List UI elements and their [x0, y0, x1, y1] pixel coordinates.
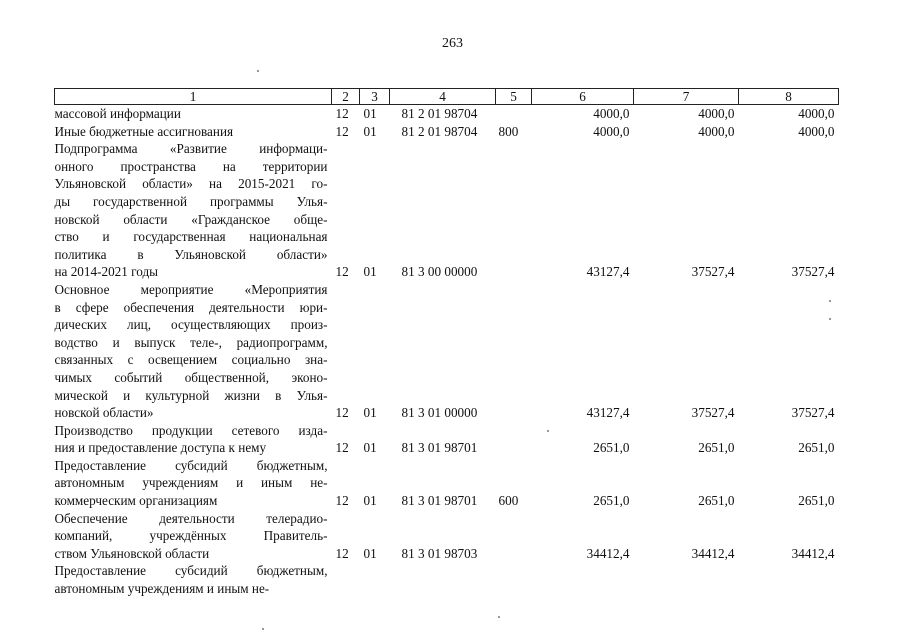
row-name-line: Основное мероприятие «Мероприятия — [54, 281, 328, 297]
budget-table — [54, 88, 839, 598]
amount-2019-cell: 34412,4 — [586, 545, 630, 561]
table-row — [55, 510, 839, 563]
expense-type-cell — [496, 562, 532, 597]
row-name-cell — [55, 281, 332, 422]
amount-2021-cell: 4000,0 — [798, 106, 835, 121]
column-header: 7 — [634, 89, 739, 105]
row-name-line: Предоставление субсидий бюджетным, — [54, 457, 328, 473]
row-name-line: чимых событий общественной, эконо- — [54, 369, 328, 385]
row-name-line: новской области» — [54, 405, 154, 421]
razdel-cell — [332, 562, 360, 597]
podrazdel-cell: 01 — [363, 106, 377, 121]
row-name-line: онного пространства на территории — [54, 158, 328, 174]
amount-2020-cell — [634, 562, 739, 597]
amount-2019-cell: 43127,4 — [586, 405, 630, 421]
expense-type-cell — [496, 422, 532, 457]
row-name-line: массовой информации — [54, 106, 181, 121]
row-name-line: Ульяновской области» на 2015-2021 го- — [54, 176, 328, 192]
row-name-cell — [55, 140, 332, 281]
target-article-cell: 81 3 00 00000 — [401, 264, 478, 280]
column-header: 5 — [496, 89, 532, 105]
target-article-cell: 81 2 01 98704 — [401, 106, 478, 121]
amount-2021-cell: 4000,0 — [798, 123, 835, 139]
row-name-line: Обеспечение деятельности телерадио- — [54, 510, 328, 526]
scan-speck — [829, 318, 831, 320]
row-name-line: на 2014-2021 годы — [54, 264, 159, 280]
scan-speck — [498, 616, 500, 618]
target-article-cell: 81 2 01 98704 — [401, 123, 478, 139]
amount-2021-cell — [739, 562, 839, 597]
podrazdel-cell — [360, 562, 390, 597]
table-header-row — [55, 89, 839, 105]
column-header: 6 — [532, 89, 634, 105]
row-name-cell — [55, 105, 332, 123]
amount-2020-cell: 4000,0 — [698, 123, 735, 139]
podrazdel-cell: 01 — [363, 493, 377, 509]
podrazdel-cell: 01 — [363, 264, 377, 280]
column-header: 1 — [55, 89, 332, 105]
amount-2021-cell: 34412,4 — [791, 545, 835, 561]
table-row — [55, 140, 839, 281]
expense-type-cell — [496, 510, 532, 563]
table-body — [55, 105, 839, 598]
row-name-line: Производство продукции сетевого изда- — [54, 422, 328, 438]
amount-2021-cell: 2651,0 — [798, 493, 835, 509]
row-name-line: Иные бюджетные ассигнования — [54, 123, 234, 139]
target-article-cell: 81 3 01 98703 — [401, 545, 478, 561]
target-article-cell — [390, 562, 496, 597]
razdel-cell: 12 — [335, 264, 349, 280]
target-article-cell: 81 3 01 98701 — [401, 440, 478, 456]
row-name-line: автономным учреждениям и иным не- — [54, 475, 328, 491]
scan-speck — [257, 70, 259, 72]
amount-2019-cell: 4000,0 — [593, 106, 630, 121]
target-article-cell: 81 3 01 98701 — [401, 493, 478, 509]
page-number: 263 — [442, 36, 463, 51]
expense-type-cell: 800 — [498, 123, 519, 139]
amount-2020-cell: 37527,4 — [691, 405, 735, 421]
amount-2020-cell: 37527,4 — [691, 264, 735, 280]
row-name-line: водство и выпуск теле-, радиопрограмм, — [54, 334, 328, 350]
table-row — [55, 562, 839, 597]
scan-speck — [829, 300, 831, 302]
table-row — [55, 123, 839, 141]
row-name-cell — [55, 123, 332, 141]
razdel-cell: 12 — [335, 493, 349, 509]
amount-2020-cell: 4000,0 — [698, 106, 735, 121]
razdel-cell: 12 — [335, 440, 349, 456]
row-name-line: новской области «Гражданское обще- — [54, 211, 328, 227]
razdel-cell: 12 — [335, 405, 349, 421]
column-header: 4 — [390, 89, 496, 105]
row-name-line: Предоставление субсидий бюджетным, — [54, 563, 328, 579]
table-row — [55, 422, 839, 457]
row-name-line: компаний, учреждённых Правитель- — [54, 528, 328, 544]
table-row — [55, 281, 839, 422]
podrazdel-cell: 01 — [363, 545, 377, 561]
column-header: 8 — [739, 89, 839, 105]
razdel-cell: 12 — [335, 123, 349, 139]
amount-2019-cell: 43127,4 — [586, 264, 630, 280]
expense-type-cell — [496, 281, 532, 422]
row-name-line: политика в Ульяновской области» — [54, 246, 328, 262]
expense-type-cell — [496, 140, 532, 281]
razdel-cell: 12 — [335, 545, 349, 561]
row-name-line: ния и предоставление доступа к нему — [54, 440, 267, 456]
row-name-line: ство и государственная национальная — [54, 229, 328, 245]
podrazdel-cell: 01 — [363, 123, 377, 139]
row-name-line: в сфере обеспечения деятельности юри- — [54, 299, 328, 315]
amount-2019-cell: 2651,0 — [593, 440, 630, 456]
expense-type-cell — [496, 105, 532, 123]
column-header: 2 — [332, 89, 360, 105]
row-name-line: Подпрограмма «Развитие информаци- — [54, 141, 328, 157]
row-name-line: дических лиц, осуществляющих произ- — [54, 317, 328, 333]
scan-speck — [262, 628, 264, 630]
row-name-line: коммерческим организациям — [54, 493, 218, 509]
podrazdel-cell: 01 — [363, 405, 377, 421]
row-name-cell — [55, 562, 332, 597]
row-name-cell — [55, 422, 332, 457]
row-name-line: автономным учреждениям и иным не- — [54, 581, 270, 597]
row-name-cell — [55, 510, 332, 563]
table-row — [55, 105, 839, 123]
razdel-cell: 12 — [335, 106, 349, 121]
amount-2020-cell: 2651,0 — [698, 493, 735, 509]
podrazdel-cell: 01 — [363, 440, 377, 456]
amount-2019-cell: 4000,0 — [593, 123, 630, 139]
amount-2021-cell: 2651,0 — [798, 440, 835, 456]
row-name-line: связанных с освещением социально зна- — [54, 352, 328, 368]
scan-speck — [547, 430, 549, 432]
row-name-cell — [55, 457, 332, 510]
target-article-cell: 81 3 01 00000 — [401, 405, 478, 421]
amount-2019-cell: 2651,0 — [593, 493, 630, 509]
amount-2021-cell: 37527,4 — [791, 405, 835, 421]
row-name-line: ды государственной программы Улья- — [54, 193, 328, 209]
row-name-line: ством Ульяновской области — [54, 545, 210, 561]
amount-2021-cell: 37527,4 — [791, 264, 835, 280]
row-name-line: мической и культурной жизни в Улья- — [54, 387, 328, 403]
amount-2020-cell: 2651,0 — [698, 440, 735, 456]
amount-2019-cell — [532, 562, 634, 597]
expense-type-cell: 600 — [498, 493, 519, 509]
column-header: 3 — [360, 89, 390, 105]
amount-2020-cell: 34412,4 — [691, 545, 735, 561]
table-row — [55, 457, 839, 510]
